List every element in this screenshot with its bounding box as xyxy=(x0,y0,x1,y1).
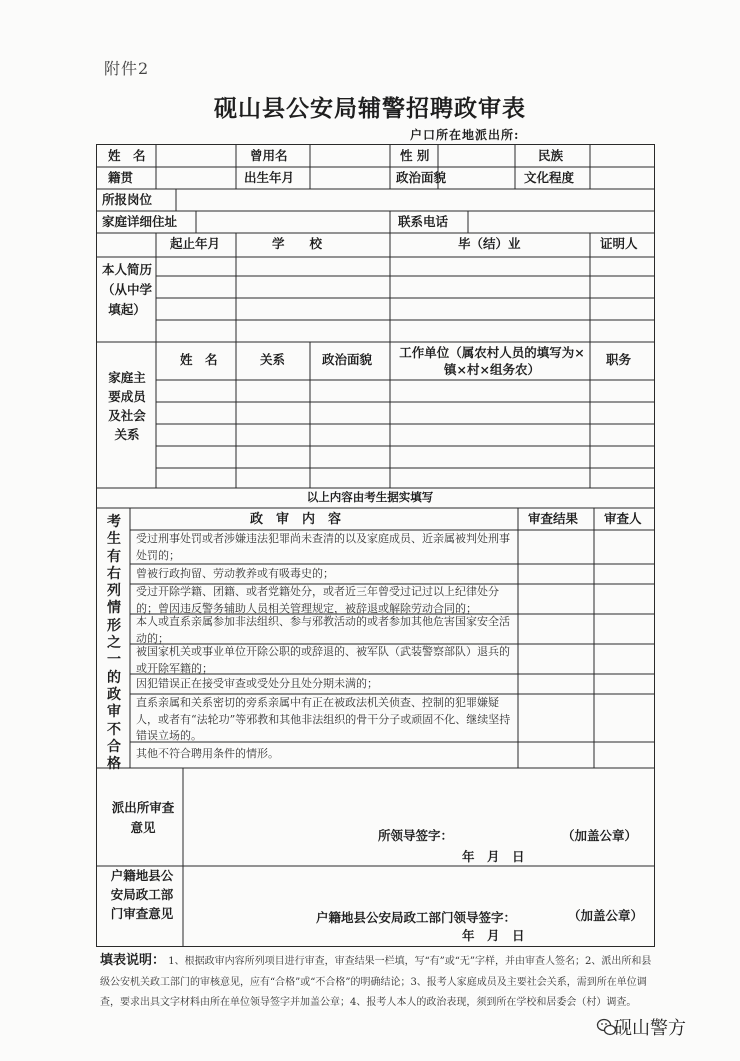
review-item-2: 曾被行政拘留、劳动教养或有吸毒史的； xyxy=(136,567,334,580)
county-signature: 户籍地县公安局政工部门领导签字： xyxy=(316,910,517,925)
family-header-name: 姓 名 xyxy=(180,352,218,367)
label-birth-date: 出生年月 xyxy=(244,170,295,185)
resume-side-label: 本人简历（从中学填起） xyxy=(101,262,152,317)
police-station-signature: 所领导签字： xyxy=(378,828,454,843)
family-header-duty: 职务 xyxy=(606,352,632,367)
review-item-8: 其他不符合聘用条件的情形。 xyxy=(136,747,279,760)
county-side-label: 户籍地县公安局政工部门审查意见 xyxy=(110,868,174,921)
family-side-label: 家庭主要成员及社会关系 xyxy=(108,370,146,442)
police-station-seal: （加盖公章） xyxy=(562,828,638,843)
form-title: 砚山县公安局辅警招聘政审表 xyxy=(214,95,526,122)
review-header-reviewer: 审查人 xyxy=(604,511,642,526)
label-education: 文化程度 xyxy=(524,170,575,185)
resume-header-graduation: 毕（结）业 xyxy=(458,236,521,251)
annex-label: 附件2 xyxy=(104,59,150,78)
label-position: 所报岗位 xyxy=(102,192,153,207)
review-item-7: 直系亲属和关系密切的旁系亲属中有正在被政法机关侦查、控制的犯罪嫌疑人，或者有“法轮功”等邪教和其他非法组织的骨干分子或顽固不化、继续坚持错误立场的。 xyxy=(136,696,511,742)
label-ethnicity: 民族 xyxy=(538,148,564,163)
resume-header-period: 起止年月 xyxy=(170,236,221,251)
instructions xyxy=(100,948,660,1012)
fill-note: 以上内容由考生据实填写 xyxy=(306,490,434,504)
review-header-content: 政 审 内 容 xyxy=(250,512,342,527)
resume-header-school: 学 校 xyxy=(272,236,323,251)
county-date: 年 月 日 xyxy=(462,928,525,943)
family-header-political: 政治面貌 xyxy=(322,352,373,367)
label-name: 姓 名 xyxy=(108,148,146,163)
review-item-5: 被国家机关或事业单位开除公职的或辞退的、被军队（武装警察部队）退兵的或开除军籍的； xyxy=(136,645,510,675)
instructions-text: 1、根据政审内容所列项目进行审查，审查结果一栏填，写“有”或“无”字样，并由审查人签名；2、派出所和县级公安机关政工部门的审核意见，应有“合格”或“不合格”的明确结论；3、报考人家庭成员及主要社会关系，需到所在单位调查，要求出具文字材料由所在单位领导签字并加盖公章；4、报考人本人的政治表现，须到所在学校和居委会（村）调查。 xyxy=(100,956,652,1008)
review-header-result: 审查结果 xyxy=(528,511,579,526)
review-item-6: 因犯错误正在接受审查或受处分且处分期未满的； xyxy=(136,677,378,690)
review-side-label: 考生有右列情形之一的政审不合格 xyxy=(107,514,121,773)
county-seal: （加盖公章） xyxy=(568,908,644,923)
label-address: 家庭详细住址 xyxy=(102,214,178,229)
family-header-relation: 关系 xyxy=(260,352,286,367)
label-phone: 联系电话 xyxy=(398,214,449,229)
review-item-4: 本人或直系亲属参加非法组织、参与邪教活动的或者参加其他危害国家安全活动的； xyxy=(136,615,510,645)
family-header-work-unit: 工作单位（属农村人员的填写为×镇×村×组务农） xyxy=(399,345,585,377)
label-political-status: 政治面貌 xyxy=(396,170,447,185)
police-station-side-label: 派出所审查意见 xyxy=(111,800,175,835)
review-item-3: 受过开除学籍、团籍、或者党籍处分，或者近三年曾受过记过以上纪律处分的；曾因违反警务辅助人员相关管理规定，被辞退或解除劳动合同的； xyxy=(136,585,499,615)
resume-header-witness: 证明人 xyxy=(600,236,638,251)
label-gender: 性 别 xyxy=(400,148,430,163)
police-station-date: 年 月 日 xyxy=(462,849,525,864)
review-item-1: 受过刑事处罚或者涉嫌违法犯罪尚未查清的以及家庭成员、近亲属被判处刑事处罚的； xyxy=(136,532,510,562)
watermark-text: 砚山警方 xyxy=(614,1018,686,1039)
instructions-label: 填表说明： xyxy=(100,953,166,968)
hukou-label: 户口所在地派出所: xyxy=(410,128,520,142)
label-native-place: 籍贯 xyxy=(108,170,134,185)
label-former-name: 曾用名 xyxy=(250,148,288,163)
